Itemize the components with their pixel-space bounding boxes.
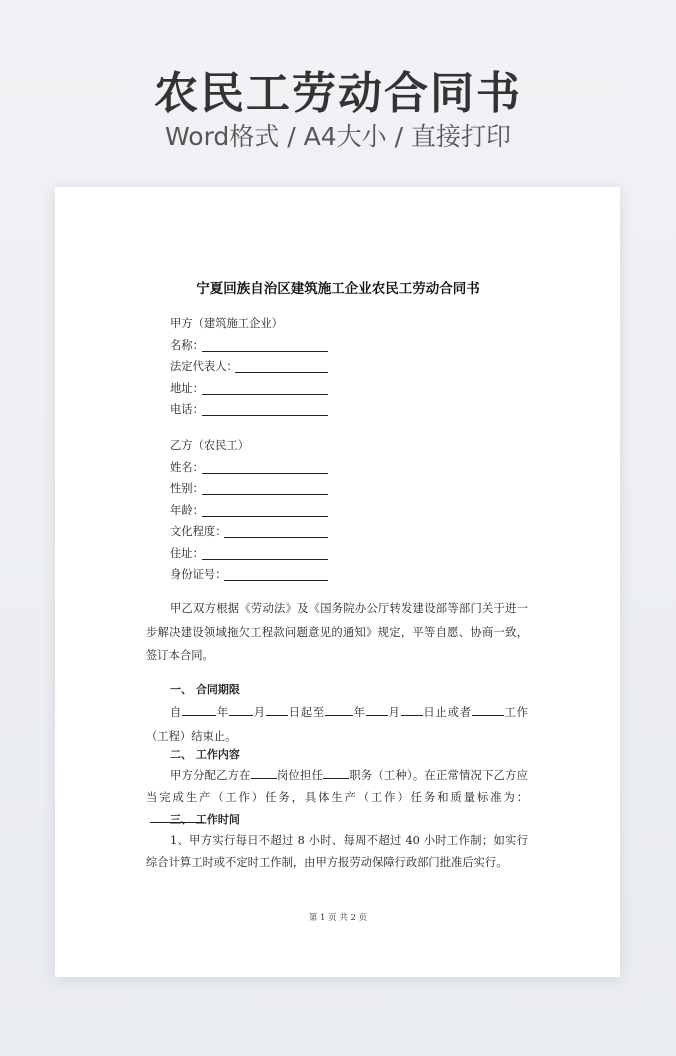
party-a-address-label: 地址： <box>170 382 204 395</box>
banner-subtitle: Word格式 / A4大小 / 直接打印 <box>165 122 511 151</box>
text: 甲方分配乙方在 <box>170 769 251 782</box>
section-3-text: 1、甲方实行每日不超过 8 小时、每周不超过 40 小时工作制；如实行综合计算工时或不定时工作制，由甲方报劳动保障行政部门批准后实行。 <box>146 834 528 869</box>
party-b-address-field[interactable] <box>202 559 328 560</box>
start-year-blank[interactable] <box>182 703 216 716</box>
party-a-name-label: 名称： <box>170 339 204 352</box>
text: 日止或者 <box>422 706 472 719</box>
party-b-id-label: 身份证号： <box>170 568 227 581</box>
text: 月 <box>252 706 266 719</box>
text: 月 <box>387 706 401 719</box>
party-a-phone-label: 电话： <box>170 403 204 416</box>
party-a-phone-field[interactable] <box>202 415 328 416</box>
section-3-heading: 三、 工作时间 <box>170 813 240 826</box>
party-a-name-field[interactable] <box>202 351 328 352</box>
party-a-rep-label: 法定代表人： <box>170 360 238 373</box>
party-b-age-label: 年龄： <box>170 504 204 517</box>
party-b-age-field[interactable] <box>202 516 328 517</box>
section-2-heading: 二、 工作内容 <box>170 748 240 761</box>
text: 职务（工种）。在正常情况下乙方应当完成生产（工作）任务，具体生产（工作）任务和质量标准为： <box>146 769 528 804</box>
party-b-heading: 乙方（农民工） <box>170 439 250 452</box>
start-month-blank[interactable] <box>229 703 253 716</box>
party-b-education-field[interactable] <box>224 537 328 538</box>
party-a-address-field[interactable] <box>202 394 328 395</box>
page-number: 第 1 页 共 2 页 <box>308 913 368 923</box>
party-b-education-label: 文化程度： <box>170 525 227 538</box>
party-b-name-label: 姓名： <box>170 461 204 474</box>
party-b-id-field[interactable] <box>224 580 328 581</box>
intro-paragraph: 甲乙双方根据《劳动法》及《国务院办公厅转发建设部等部门关于进一步解决建设领域拖欠工程款问题意见的通知》规定，平等自愿、协商一致，签订本合同。 <box>146 602 528 662</box>
party-b-gender-field[interactable] <box>202 494 328 495</box>
job-blank[interactable] <box>323 766 349 779</box>
text: 日起至 <box>287 706 325 719</box>
end-month-blank[interactable] <box>366 703 388 716</box>
party-b-name-field[interactable] <box>202 473 328 474</box>
banner-title: 农民工劳动合同书 <box>154 68 522 119</box>
end-year-blank[interactable] <box>325 703 353 716</box>
section-1-text <box>146 701 528 748</box>
document-title: 宁夏回族自治区建筑施工企业农民工劳动合同书 <box>196 281 480 297</box>
text: 工作（工程）结束止。 <box>146 706 528 743</box>
start-day-blank[interactable] <box>266 703 288 716</box>
post-blank[interactable] <box>251 766 277 779</box>
end-day-blank[interactable] <box>401 703 423 716</box>
party-a-heading: 甲方（建筑施工企业） <box>170 317 283 330</box>
text: 自 <box>170 706 183 719</box>
text: 年 <box>352 706 366 719</box>
section-1-heading: 一、 合同期限 <box>170 683 240 696</box>
text: 年 <box>216 706 229 719</box>
party-b-address-label: 住址： <box>170 547 204 560</box>
party-a-rep-field[interactable] <box>235 372 328 373</box>
text: 岗位担任 <box>276 769 324 782</box>
party-b-gender-label: 性别： <box>170 482 204 495</box>
project-blank[interactable] <box>472 703 504 716</box>
